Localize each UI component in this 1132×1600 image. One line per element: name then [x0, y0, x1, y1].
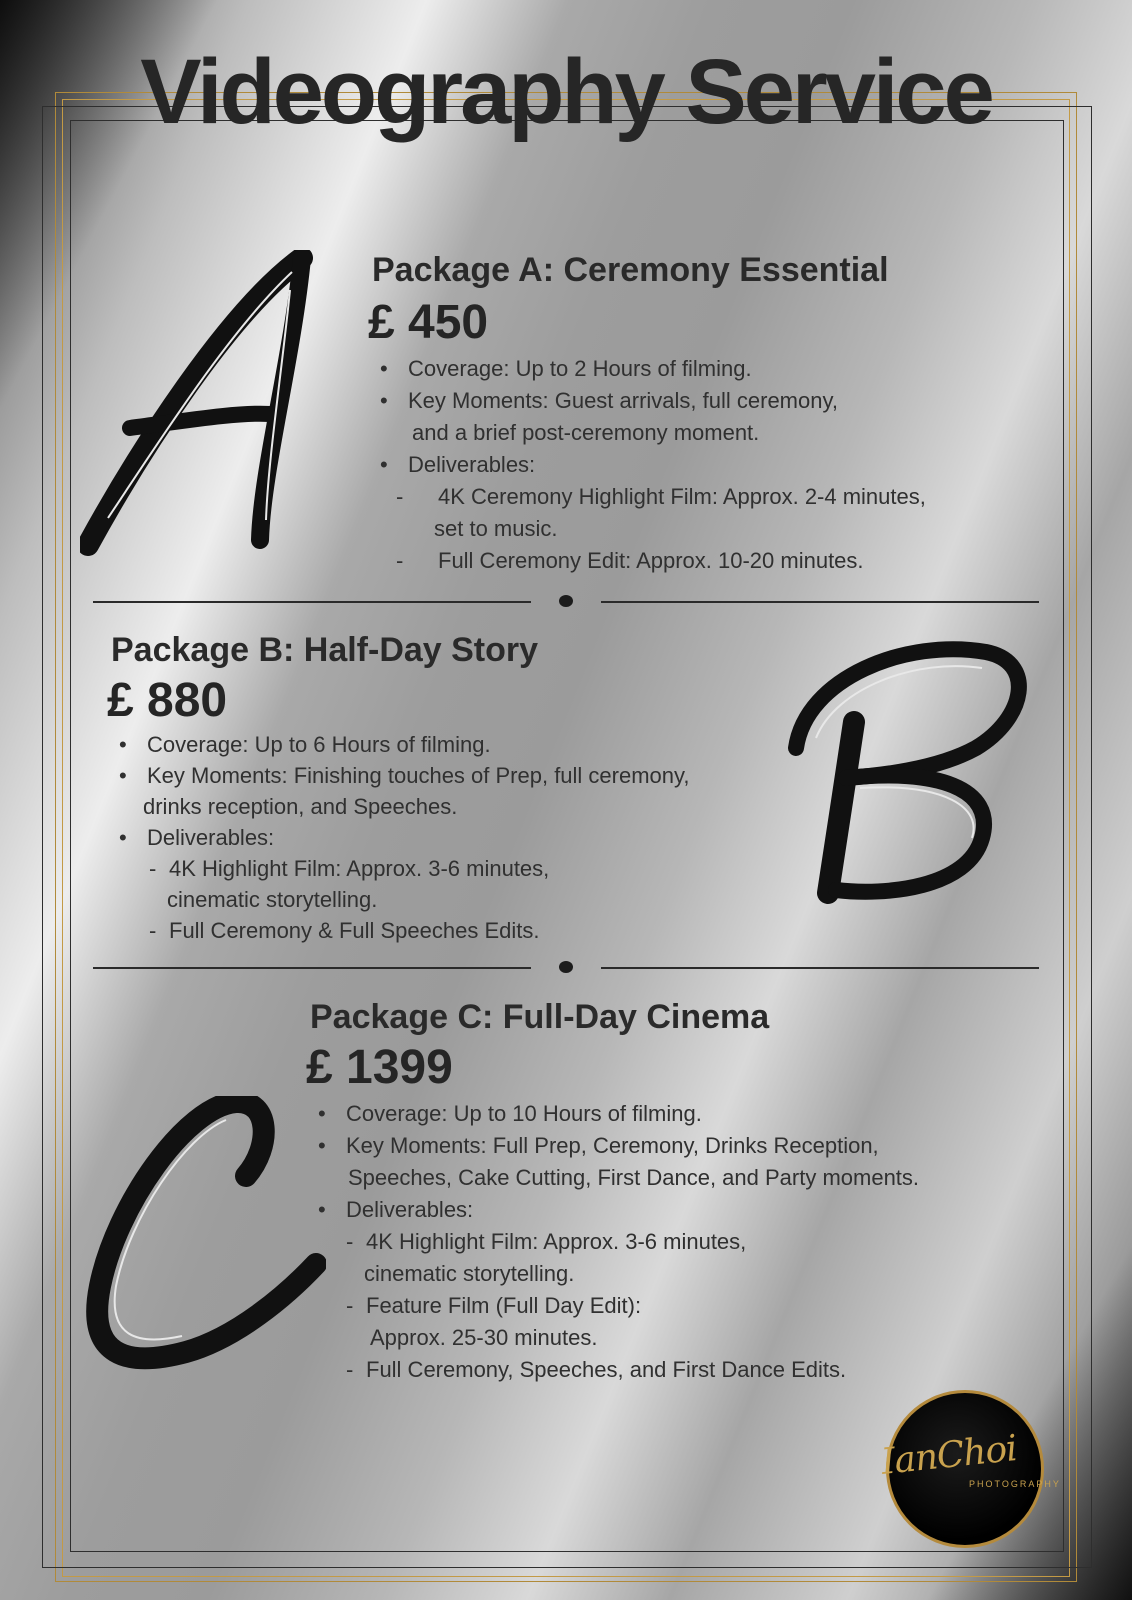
letter-a-graphic	[80, 250, 320, 560]
divider	[93, 960, 1039, 974]
list-item: set to music.	[434, 516, 558, 542]
package-b-list	[111, 729, 690, 946]
package-b-title: Package B: Half-Day Story	[111, 631, 539, 669]
list-item: - 4K Ceremony Highlight Film: Approx. 2-4 minutes,	[396, 481, 926, 513]
package-a-list	[372, 353, 926, 577]
letter-c-graphic	[86, 1096, 326, 1376]
list-item: • Key Moments: Full Prep, Ceremony, Drinks Reception,	[310, 1130, 919, 1162]
list-item: - 4K Highlight Film: Approx. 3-6 minutes,	[149, 853, 690, 884]
package-a-title: Package A: Ceremony Essential	[372, 251, 889, 289]
package-b	[107, 631, 690, 946]
list-item: - Feature Film (Full Day Edit):	[346, 1290, 919, 1322]
package-c-price: £ 1399	[306, 1041, 453, 1095]
page-title: Videography Service	[140, 41, 992, 143]
logo-script: IanChoi	[879, 1428, 1019, 1483]
package-c-list	[310, 1098, 919, 1386]
list-item: • Deliverables:	[372, 449, 926, 481]
list-item: • Coverage: Up to 10 Hours of filming.	[310, 1098, 919, 1130]
list-item: - 4K Highlight Film: Approx. 3-6 minutes,	[346, 1226, 919, 1258]
brand-logo	[879, 1390, 1061, 1548]
list-item: Speeches, Cake Cutting, First Dance, and Party moments.	[348, 1165, 920, 1191]
letter-b-graphic	[786, 638, 1036, 908]
list-item: • Key Moments: Guest arrivals, full ceremony,	[372, 385, 926, 417]
list-item: cinematic storytelling.	[364, 1261, 575, 1287]
list-item: - Full Ceremony Edit: Approx. 10-20 minutes.	[396, 545, 926, 577]
package-c	[306, 998, 920, 1386]
package-b-price: £ 880	[107, 674, 228, 728]
list-item: cinematic storytelling.	[167, 887, 378, 913]
list-item: - Full Ceremony & Full Speeches Edits.	[149, 915, 690, 946]
package-a	[368, 251, 926, 577]
list-item: • Coverage: Up to 6 Hours of filming.	[111, 729, 690, 760]
divider	[93, 594, 1039, 608]
list-item: • Deliverables:	[310, 1194, 919, 1226]
list-item: and a brief post-ceremony moment.	[412, 420, 760, 446]
list-item: Approx. 25-30 minutes.	[370, 1325, 598, 1351]
list-item: • Key Moments: Finishing touches of Prep, full ceremony,	[111, 760, 690, 791]
logo-subtitle: PHOTOGRAPHY	[969, 1479, 1061, 1489]
package-c-title: Package C: Full-Day Cinema	[310, 998, 770, 1036]
list-item: drinks reception, and Speeches.	[143, 794, 458, 820]
list-item: • Deliverables:	[111, 822, 690, 853]
package-a-price: £ 450	[368, 296, 489, 350]
list-item: • Coverage: Up to 2 Hours of filming.	[372, 353, 926, 385]
list-item: - Full Ceremony, Speeches, and First Dance Edits.	[346, 1354, 919, 1386]
